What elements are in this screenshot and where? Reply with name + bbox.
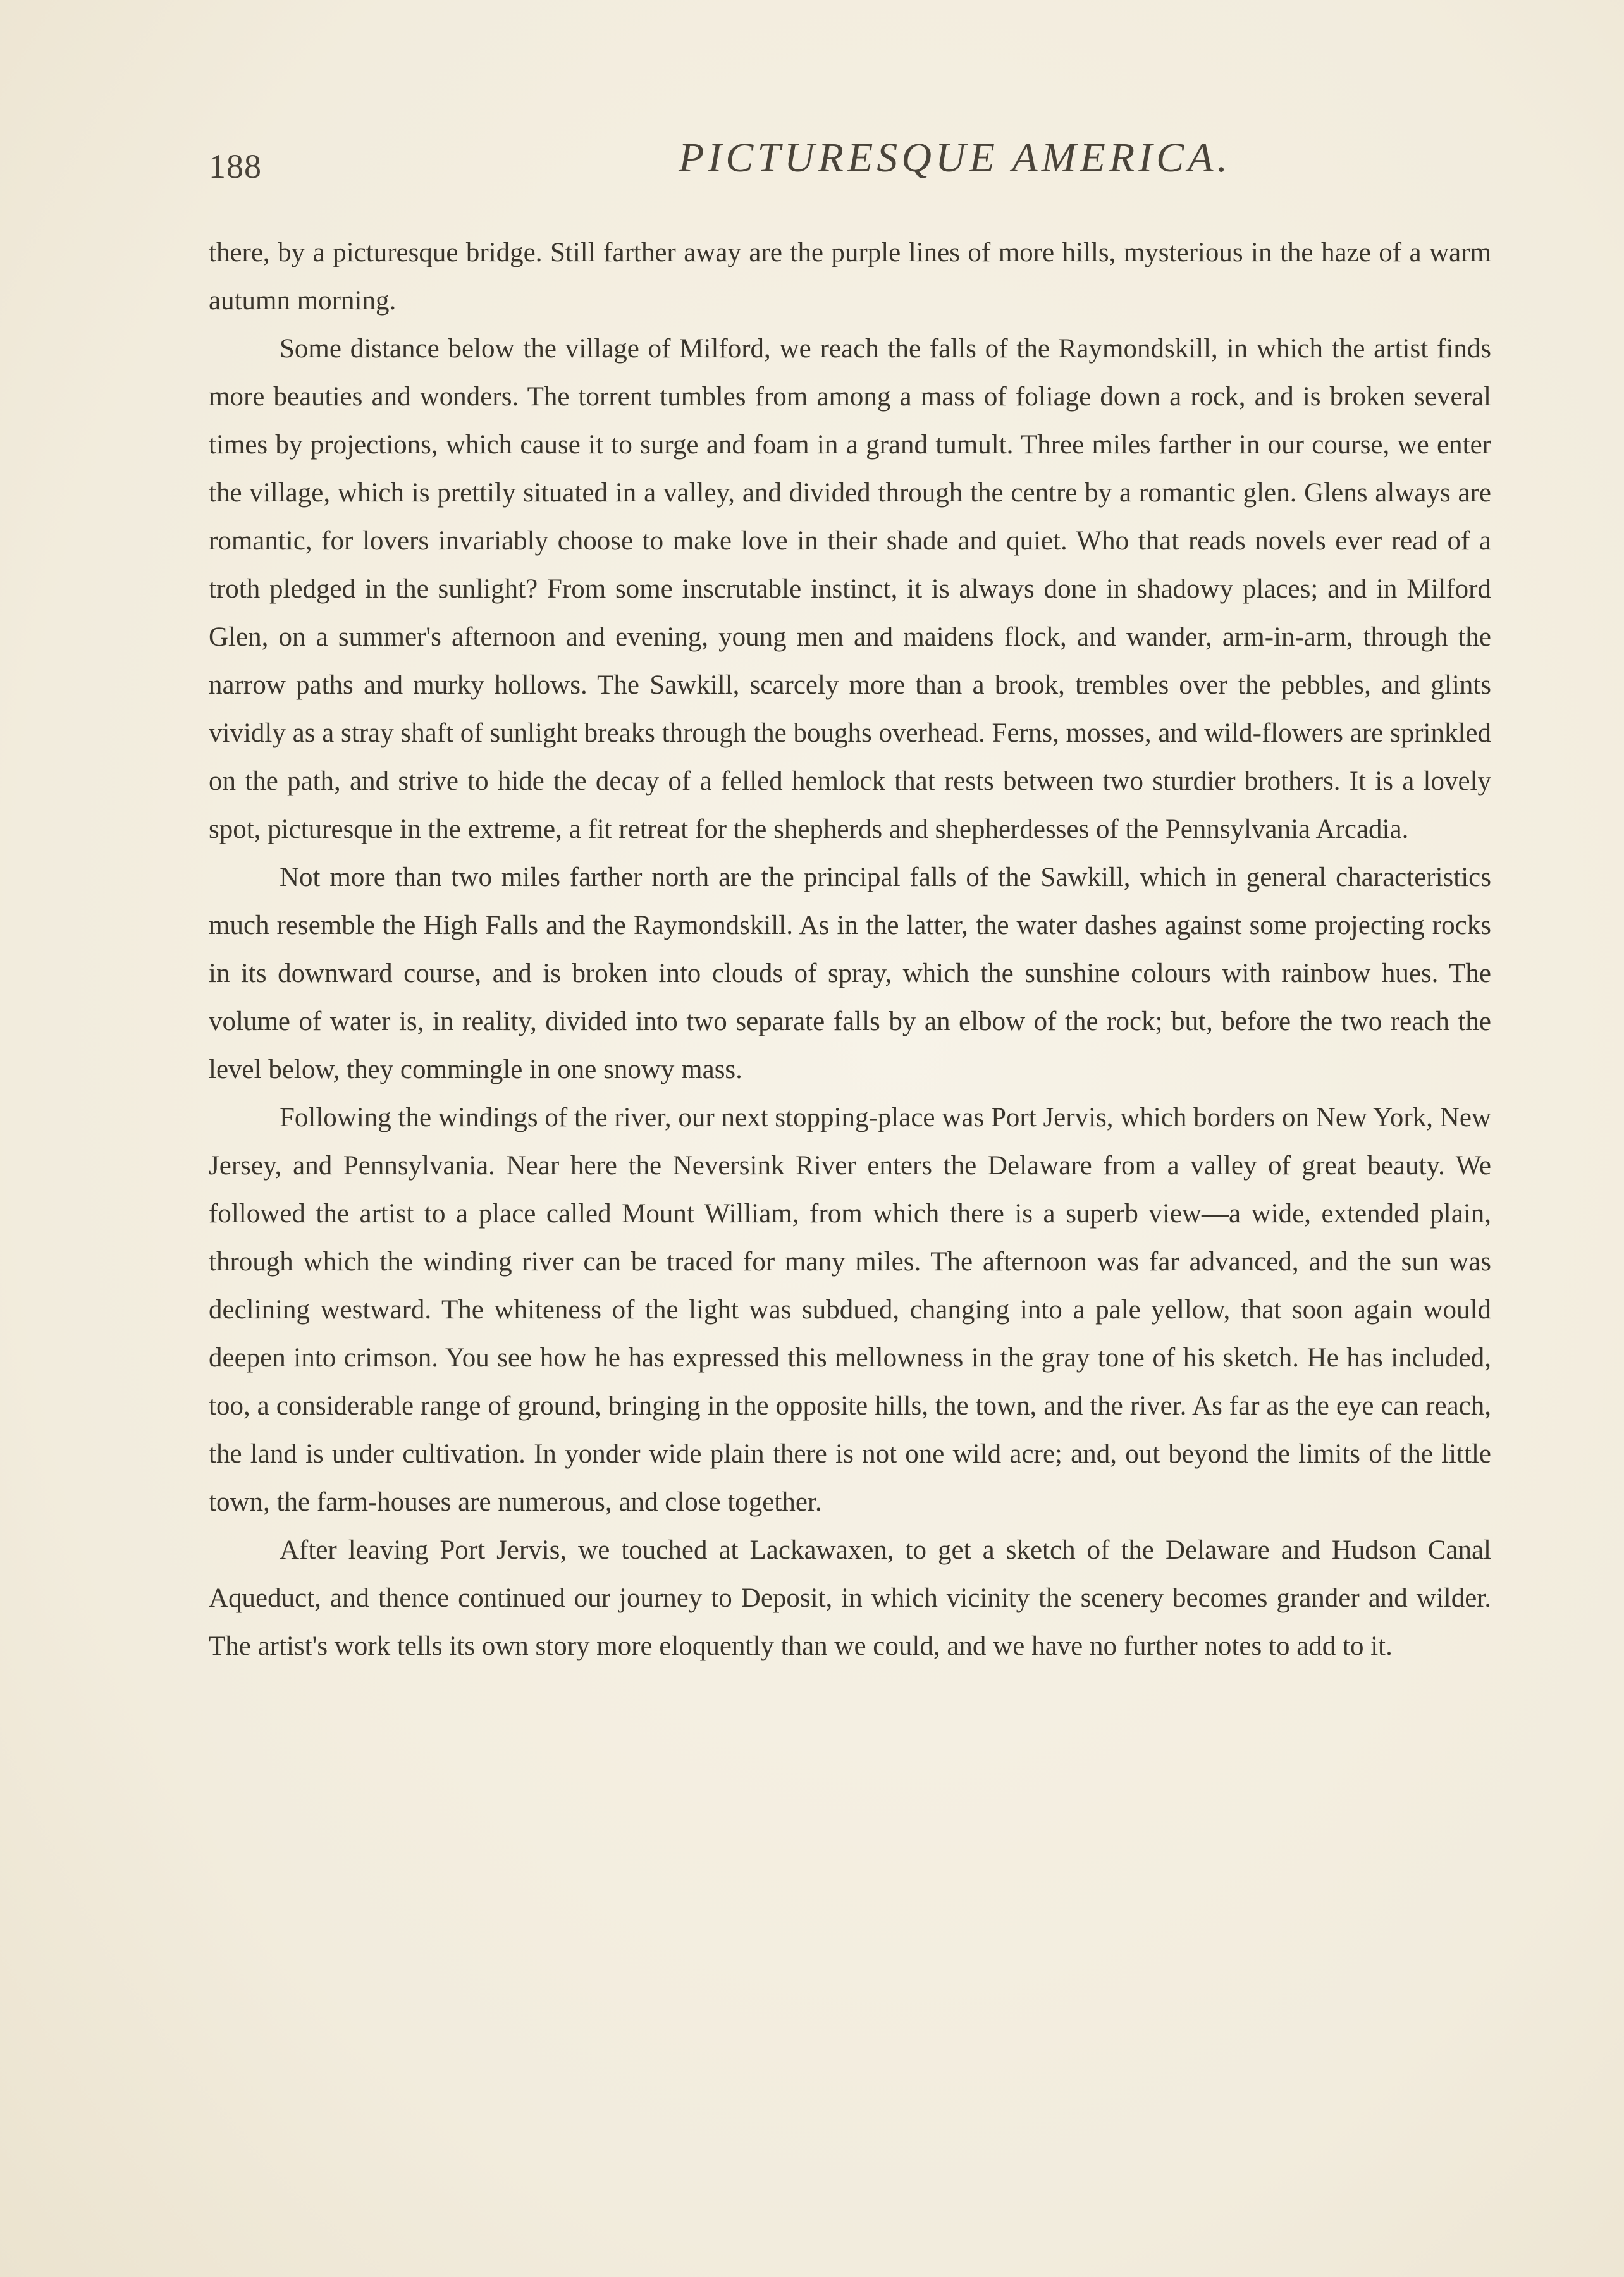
paragraph-continued: there, by a picturesque bridge. Still farther away are the purple lines of more hills, mysterious in the haze of a warm autumn morning. [209,238,1491,316]
page-header [209,134,1530,191]
paragraph-milford: Some distance below the village of Milford, we reach the falls of the Raymondskill, in which the artist finds more beauties and wonders. The torrent tumbles from among a mass of foliage down a rock, and is broken several times by projections, which cause it to surge and foam in a grand tumult. Three miles farther in our course, we enter the village, which is prettily situated in a valley, and divided through the centre by a romantic glen. Glens always are romantic, for lovers invariably choose to make love in their shade and quiet. Who that reads novels ever read of a troth pledged in the sunlight? From some inscrutable instinct, it is always done in shadowy places; and in Milford Glen, on a summer's afternoon and evening, young men and maidens flock, and wander, arm-in-arm, through the narrow paths and murky hollows. The Sawkill, scarcely more than a brook, trembles over the pebbles, and glints vividly as a stray shaft of sunlight breaks through the boughs overhead. Ferns, mosses, and wild-flowers are sprinkled on the path, and strive to hide the decay of a felled hemlock that rests between two sturdier brothers. It is a lovely spot, picturesque in the extreme, a fit retreat for the shepherds and shepherdesses of the Pennsylvania Arcadia. [209,334,1491,844]
paragraph-port-jervis: Following the windings of the river, our next stopping-place was Port Jervis, which borders on New York, New Jersey, and Pennsylvania. Near here the Neversink River enters the Delaware from a valley of great beauty. We followed the artist to a place called Mount William, from which there is a superb view—a wide, extended plain, through which the winding river can be traced for many miles. The afternoon was far advanced, and the sun was declining westward. The whiteness of the light was subdued, changing into a pale yellow, that soon again would deepen into crimson. You see how he has expressed this mellowness in the gray tone of his sketch. He has included, too, a considerable range of ground, bringing in the opposite hills, the town, and the river. As far as the eye can reach, the land is under cultivation. In yonder wide plain there is not one wild acre; and, out beyond the limits of the little town, the farm-houses are numerous, and close together. [209,1103,1491,1517]
running-title: PICTURESQUE AMERICA. [678,135,1231,181]
paragraph-sawkill-falls: Not more than two miles farther north are the principal falls of the Sawkill, which in general characteristics much resemble the High Falls and the Raymondskill. As in the latter, the water dashes against some projecting rocks in its downward course, and is broken into clouds of spray, which the sunshine colours with rainbow hues. The volume of water is, in reality, divided into two separate falls by an elbow of the rock; but, before the two reach the level below, they commingle in one snowy mass. [209,862,1491,1084]
paragraph-lackawaxen: After leaving Port Jervis, we touched at Lackawaxen, to get a sketch of the Delaware and Hudson Canal Aqueduct, and thence continued our journey to Deposit, in which vicinity the scenery becomes grander and wilder. The artist's work tells its own story more eloquently than we could, and we have no further notes to add to it. [209,1535,1491,1661]
body-text [209,229,1491,1671]
page-number: 188 [209,147,262,185]
